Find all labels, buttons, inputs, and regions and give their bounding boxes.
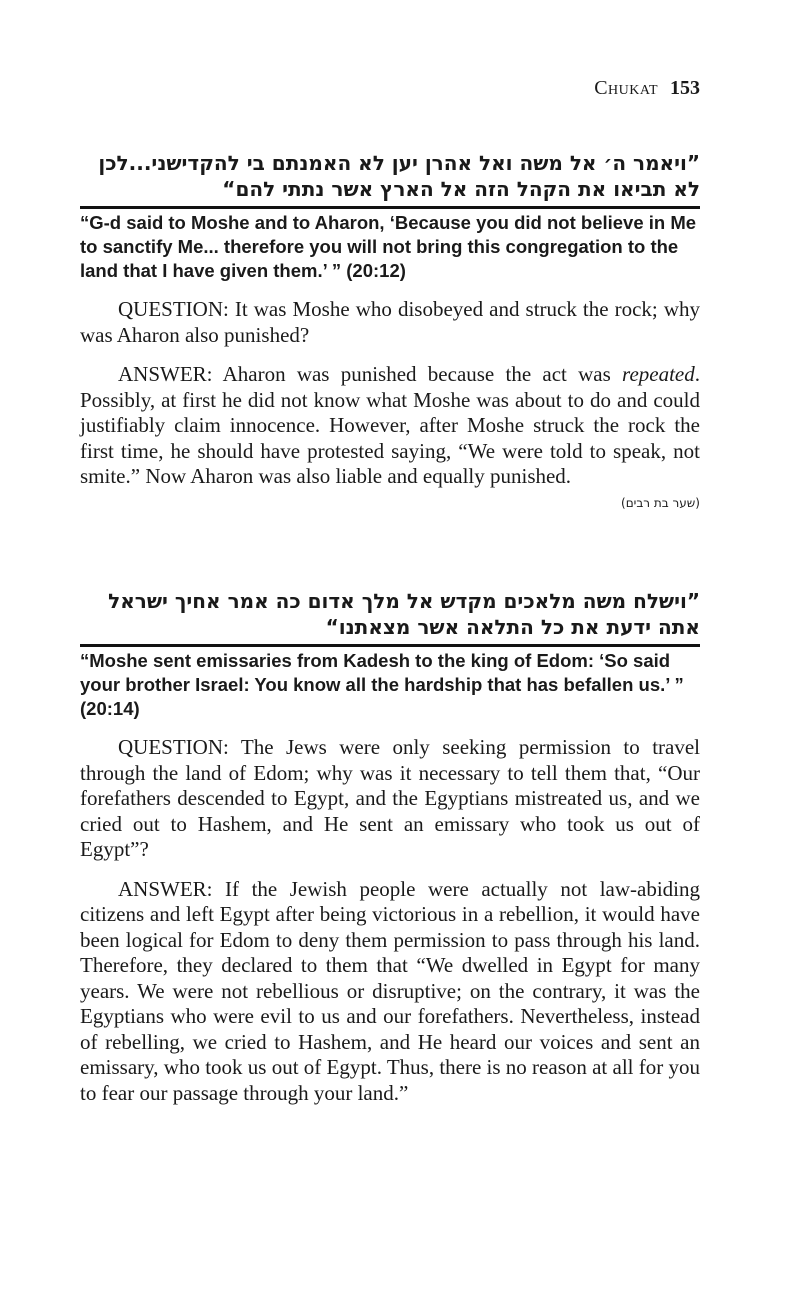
hebrew-verse-line-1: ”ויאמר ה׳ אל משה ואל אהרן יען לא האמנתם בי להקדישני...לכן xyxy=(98,151,700,175)
hebrew-verse-line-1: ”וישלח משה מלאכים מקדש אל מלך אדום כה אמר אחיך ישראל xyxy=(108,589,700,613)
heading-rule xyxy=(80,206,700,209)
answer-emphasis: repeated xyxy=(622,362,695,386)
chapter-title: Chukat xyxy=(594,77,658,99)
book-page xyxy=(80,0,700,1300)
page-number: 153 xyxy=(670,77,700,99)
section-20-14 xyxy=(80,588,700,1106)
answer-text-start: ANSWER: Aharon was punished because the act was xyxy=(118,362,623,386)
english-verse-heading: “G-d said to Moshe and to Aharon, ‘Because you did not believe in Me to sanctify Me... therefore you will not bring this congregation to the land that I have given them.’ ” (20:12) xyxy=(80,212,697,281)
question-paragraph: QUESTION: The Jews were only seeking permission to travel through the land of Edom; why was it necessary to tell them that, “Our forefathers descended to Egypt, and the Egyptians mistreated us, and we cried out to Hashem, and He sent an emissary who took us out of Egypt”? xyxy=(80,735,700,861)
heading-rule xyxy=(80,644,700,647)
hebrew-verse-line-2: לא תביאו את הקהל הזה אל הארץ אשר נתתי להם“ xyxy=(222,177,700,201)
answer-paragraph xyxy=(80,362,700,490)
english-verse-heading: “Moshe sent emissaries from Kadesh to the king of Edom: ‘So said your brother Israel: You know all the hardship that has befallen us.’ ” (20:14) xyxy=(80,650,684,719)
source-citation: (שער בת רבים) xyxy=(621,495,700,510)
hebrew-verse-line-2: אתה ידעת את כל התלאה אשר מצאתנו“ xyxy=(325,615,700,639)
section-20-12 xyxy=(80,150,700,510)
running-head xyxy=(594,76,700,100)
answer-text-end: . Possibly, at first he did not know what Moshe was about to do and could justifiably claim innocence. However, after Moshe struck the rock the first time, he should have protested saying, “We were told to speak, not smite.” Now Aharon was also liable and equally punished. xyxy=(80,362,700,488)
answer-paragraph: ANSWER: If the Jewish people were actually not law-abiding citizens and left Egypt after being victorious in a rebellion, it would have been logical for Edom to deny them permission to pass through his land. Therefore, they declared to them that “We dwelled in Egypt for many years. We were not rebellious or disruptive; on the contrary, it was the Egyptians who were evil to us and our forefathers. Nevertheless, instead of rebelling, we cried to Hashem, and He heard our voices and sent an emissary, who took us out of Egypt. Thus, there is no reason at all for you to fear our passage through your land.” xyxy=(80,876,700,1105)
question-paragraph: QUESTION: It was Moshe who disobeyed and struck the rock; why was Aharon also punished? xyxy=(80,297,700,347)
